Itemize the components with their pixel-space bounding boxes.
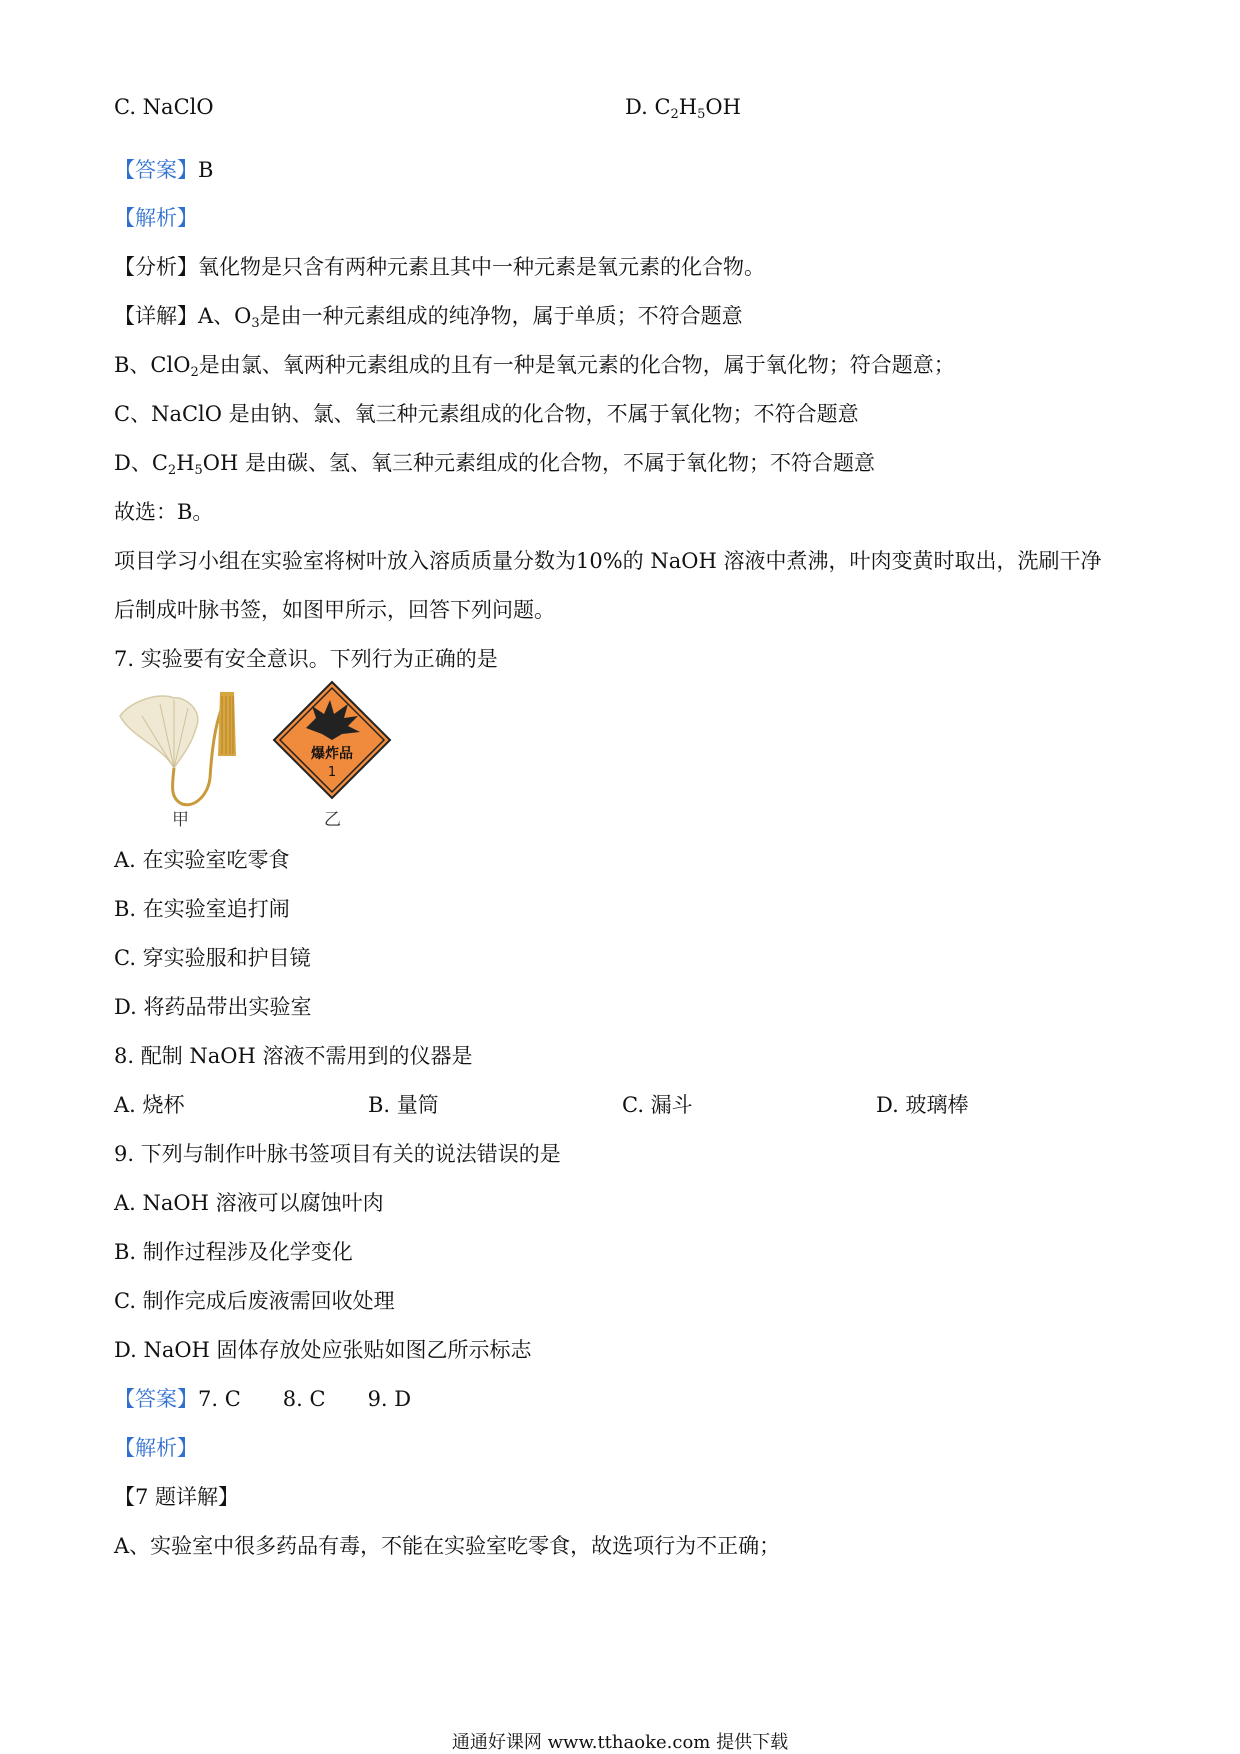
- passage-line-2: 后制成叶脉书签，如图甲所示，回答下列问题。: [114, 598, 555, 622]
- leaf-bookmark-figure: [112, 686, 242, 811]
- q8-option-a: A. 烧杯: [114, 1093, 185, 1117]
- q9-option-b: B. 制作过程涉及化学变化: [114, 1240, 353, 1264]
- q9-stem: 9. 下列与制作叶脉书签项目有关的说法错误的是: [114, 1142, 561, 1166]
- q7-detail-tag: 【7 题详解】: [114, 1485, 240, 1509]
- detail-c: C、NaClO 是由钠、氯、氧三种元素组成的化合物，不属于氧化物；不符合题意: [114, 402, 859, 426]
- detail-d: D、$C_2H_5OH$ 是由碳、氢、氧三种元素组成的化合物，不属于氧化物；不符合题意: [114, 451, 875, 478]
- q7-option-c: C. 穿实验服和护目镜: [114, 946, 311, 970]
- q7-option-a: A. 在实验室吃零食: [114, 848, 290, 872]
- q7-stem: 7. 实验要有安全意识。下列行为正确的是: [114, 647, 498, 671]
- passage-line-1: 项目学习小组在实验室将树叶放入溶质质量分数为10%的 NaOH 溶液中煮沸，叶肉变黄时取出，洗刷干净: [114, 549, 1102, 573]
- q7-detail-a: A、实验室中很多药品有毒，不能在实验室吃零食，故选项行为不正确；: [114, 1534, 781, 1558]
- q8-stem: 8. 配制 NaOH 溶液不需用到的仪器是: [114, 1044, 473, 1068]
- answer-2: 【答案】7. C 8. C 9. D: [114, 1387, 412, 1411]
- q8-option-b: B. 量筒: [368, 1093, 439, 1117]
- page-footer: 通通好课网 www.tthaoke.com 提供下载: [451, 1732, 789, 1753]
- q8-option-d: D. 玻璃棒: [876, 1093, 969, 1117]
- q9-option-c: C. 制作完成后废液需回收处理: [114, 1289, 395, 1313]
- option-c-naclo: C. NaClO: [114, 95, 214, 119]
- q9-option-a: A. NaOH 溶液可以腐蚀叶肉: [114, 1191, 384, 1215]
- detail-a: 【详解】A、$O_3$是由一种元素组成的纯净物，属于单质；不符合题意: [114, 304, 743, 331]
- detail-b: B、ClO$_2$是由氯、氧两种元素组成的且有一种是氧元素的化合物，属于氧化物；符合题意；: [114, 353, 955, 380]
- sign-number: 1: [327, 765, 337, 780]
- q8-option-c: C. 漏斗: [622, 1093, 693, 1117]
- analysis-tag-2: 【解析】: [114, 1436, 198, 1460]
- option-d-ethanol: D. $C_2H_5OH$: [625, 95, 741, 122]
- analysis-tag-1: 【解析】: [114, 206, 198, 230]
- figure-yi-caption: 乙: [324, 810, 341, 830]
- explosive-sign-figure: [272, 680, 392, 800]
- figure-jia-caption: 甲: [172, 810, 189, 830]
- sign-label: 爆炸品: [311, 746, 353, 762]
- conclusion: 故选：B。: [114, 500, 214, 524]
- q9-option-d: D. NaOH 固体存放处应张贴如图乙所示标志: [114, 1338, 532, 1362]
- q7-option-b: B. 在实验室追打闹: [114, 897, 290, 921]
- analysis-text: 【分析】氧化物是只含有两种元素且其中一种元素是氧元素的化合物。: [114, 255, 765, 279]
- q7-option-d: D. 将药品带出实验室: [114, 995, 312, 1019]
- answer-1: 【答案】B: [114, 158, 214, 182]
